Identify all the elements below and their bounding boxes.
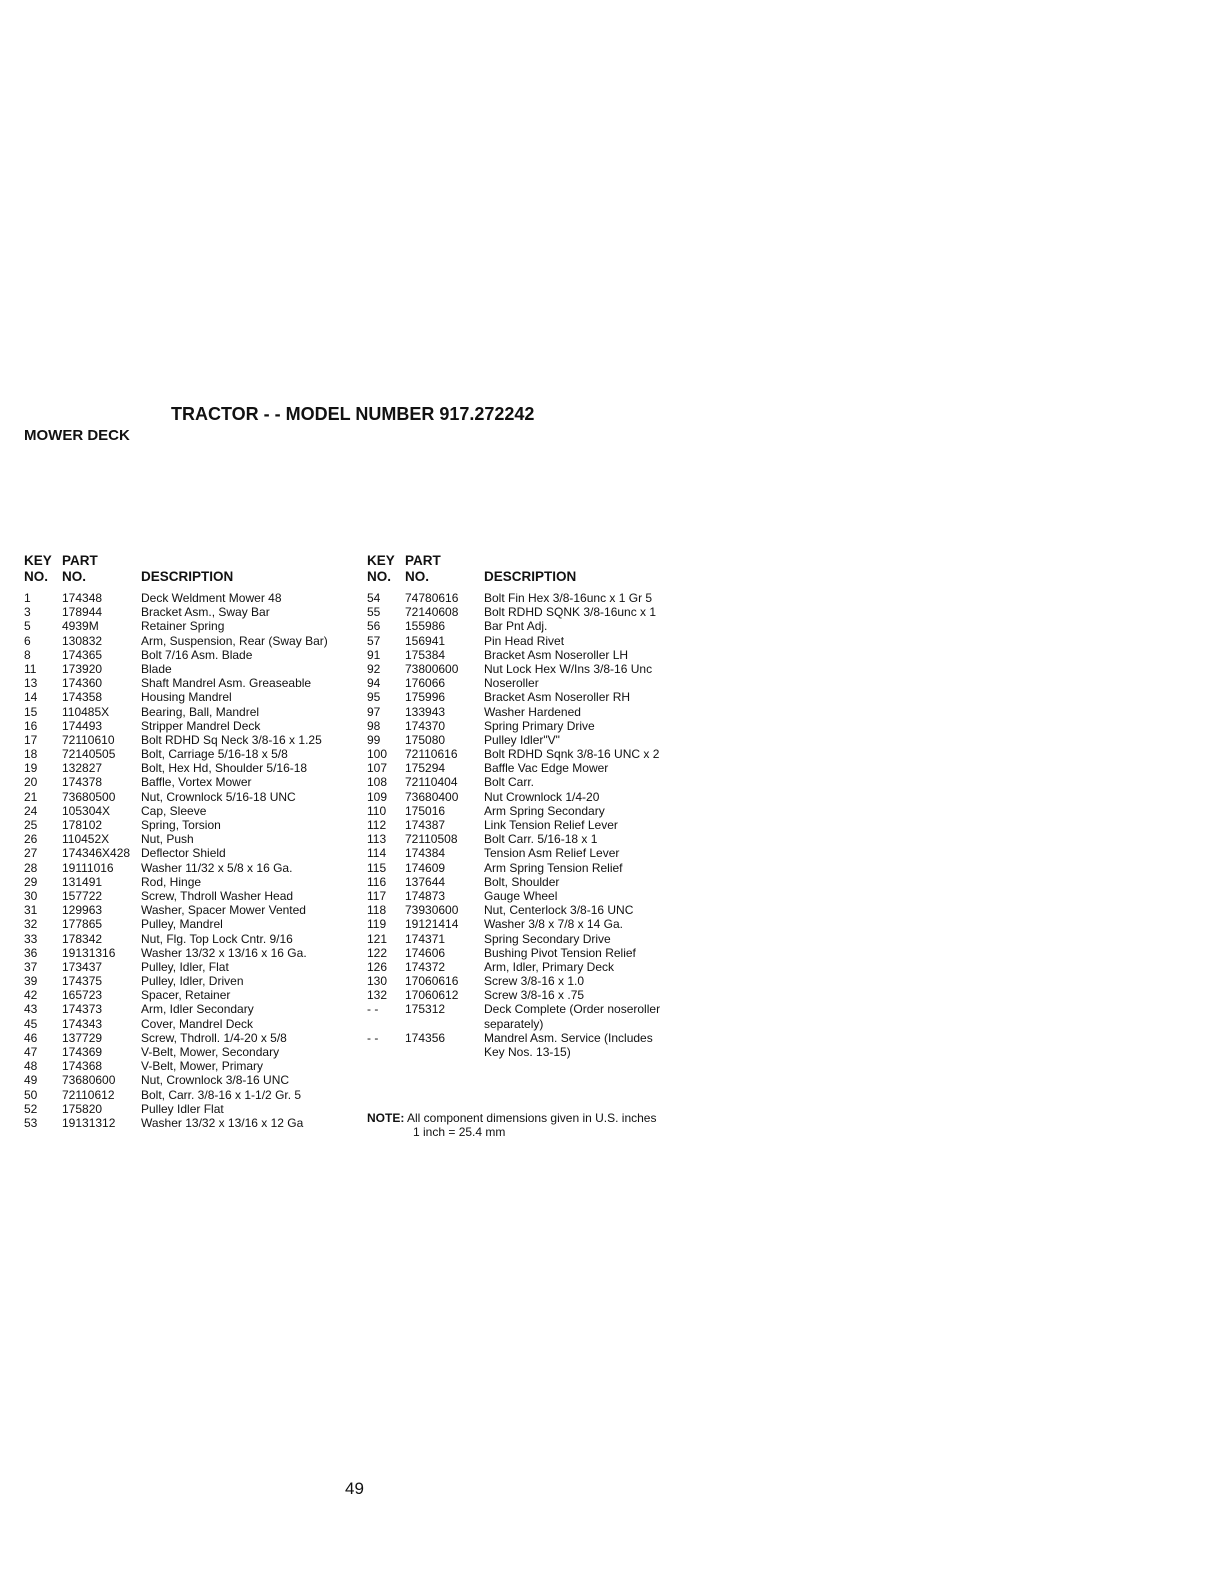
part-no: 175384 (405, 647, 446, 662)
key-no: 130 (367, 974, 388, 989)
part-description: Shaft Mandrel Asm. Greaseable (141, 676, 312, 691)
key-no: - - (367, 1030, 379, 1045)
key-no: 117 (367, 888, 387, 903)
part-description: Pulley Idler"V" (484, 732, 560, 747)
part-description: Pulley, Idler, Driven (141, 974, 244, 989)
part-description: Screw, Thdroll Washer Head (141, 888, 294, 903)
part-description: Screw 3/8-16 x .75 (484, 988, 585, 1003)
key-no: 100 (367, 747, 388, 762)
key-no: 18 (24, 747, 38, 762)
page-title: TRACTOR - - MODEL NUMBER 917.272242 (171, 404, 535, 424)
part-no: 175312 (405, 1002, 446, 1017)
part-no: 73680500 (62, 789, 116, 804)
part-no: 72110404 (405, 775, 458, 790)
key-no: 98 (367, 718, 381, 733)
part-description: Arm, Idler Secondary (141, 1002, 254, 1017)
part-description: Spring Secondary Drive (484, 931, 611, 946)
part-no: 73930600 (405, 903, 459, 918)
header-key-line2: NO. (24, 569, 49, 584)
part-description: Arm Spring Secondary (484, 803, 605, 818)
part-no: 175080 (405, 732, 446, 747)
key-no: 95 (367, 690, 381, 705)
part-description: V-Belt, Mower, Primary (141, 1059, 264, 1074)
note-label: NOTE: (367, 1111, 405, 1125)
part-description: Washer 13/32 x 13/16 x 12 Ga (141, 1115, 304, 1130)
part-description: Cover, Mandrel Deck (141, 1016, 254, 1031)
part-description: Noseroller (484, 676, 539, 691)
key-no: 17 (24, 732, 38, 747)
part-description: Key Nos. 13-15) (484, 1045, 571, 1059)
key-no: 3 (24, 605, 31, 620)
part-no: 19121414 (405, 917, 459, 932)
part-no: 174360 (62, 676, 103, 691)
key-no: 50 (24, 1087, 38, 1102)
key-no: 14 (24, 690, 38, 705)
part-description: Bolt RDHD Sq Neck 3/8-16 x 1.25 (141, 732, 322, 747)
part-no: 19131312 (62, 1115, 116, 1130)
part-no: 174606 (405, 945, 446, 960)
part-description: Deck Weldment Mower 48 (141, 591, 282, 605)
header-part-line2: NO. (62, 569, 87, 584)
part-description: Bolt, Shoulder (484, 874, 560, 889)
part-description: Pulley, Mandrel (141, 917, 223, 932)
part-no: 72110612 (62, 1087, 115, 1102)
part-no: 133943 (405, 704, 446, 719)
part-no: 174378 (62, 775, 103, 790)
header-key-line1: KEY (24, 553, 52, 568)
part-description: Stripper Mandrel Deck (141, 718, 261, 733)
key-no: 113 (367, 832, 387, 847)
part-description: Spacer, Retainer (141, 988, 231, 1003)
part-no: 19111016 (62, 860, 114, 875)
part-no: 175996 (405, 690, 446, 705)
part-description: Screw, Thdroll. 1/4-20 x 5/8 (141, 1030, 287, 1045)
key-no: 1 (24, 591, 31, 605)
header-key-line1: KEY (367, 553, 395, 568)
part-no: 72110610 (62, 732, 115, 747)
key-no: 32 (24, 917, 38, 932)
part-no: 174343 (62, 1016, 103, 1031)
part-no: 156941 (405, 633, 446, 648)
part-no: 155986 (405, 619, 446, 634)
part-no: 132827 (62, 761, 103, 776)
key-no: 118 (367, 903, 387, 918)
part-no: 173437 (62, 959, 103, 974)
key-no: 24 (24, 803, 38, 818)
part-no: 131491 (62, 874, 103, 889)
header-part-line1: PART (405, 553, 441, 568)
part-no: 137644 (405, 874, 446, 889)
key-no: 20 (24, 775, 38, 790)
key-no: 26 (24, 832, 38, 847)
part-description: Pin Head Rivet (484, 633, 565, 648)
part-description: Washer 3/8 x 7/8 x 14 Ga. (484, 917, 623, 932)
part-description: Bolt RDHD Sqnk 3/8-16 UNC x 2 (484, 747, 660, 762)
key-no: 45 (24, 1016, 38, 1031)
part-description: Bracket Asm Noseroller RH (484, 690, 631, 705)
part-no: 174358 (62, 690, 103, 705)
part-no: 73800600 (405, 661, 459, 676)
header-part-line2: NO. (405, 569, 430, 584)
key-no: 55 (367, 605, 381, 620)
key-no: 43 (24, 1002, 38, 1017)
key-no: 109 (367, 789, 388, 804)
part-description: Cap, Sleeve (141, 803, 207, 818)
key-no: 21 (24, 789, 38, 804)
key-no: 28 (24, 860, 38, 875)
key-no: 5 (24, 619, 31, 634)
key-no: - - (367, 1002, 379, 1017)
note-line1 (367, 1111, 656, 1125)
part-no: 165723 (62, 988, 103, 1003)
part-description: Bolt RDHD SQNK 3/8-16unc x 1 (484, 605, 657, 620)
part-description: Nut, Flg. Top Lock Cntr. 9/16 (141, 931, 293, 946)
key-no: 19 (24, 761, 38, 776)
key-no: 57 (367, 633, 381, 648)
part-description: Bolt Fin Hex 3/8-16unc x 1 Gr 5 (484, 591, 653, 605)
key-no: 132 (367, 988, 388, 1003)
part-no: 177865 (62, 917, 103, 932)
key-no: 15 (24, 704, 38, 719)
header-key-line2: NO. (367, 569, 392, 584)
part-no: 174371 (405, 931, 446, 946)
part-description: Deflector Shield (141, 846, 226, 861)
part-no: 174365 (62, 647, 103, 662)
key-no: 49 (24, 1073, 38, 1088)
part-description: Rod, Hinge (141, 874, 202, 889)
part-description: separately) (484, 1016, 544, 1031)
key-no: 112 (367, 818, 387, 832)
part-no: 174370 (405, 718, 446, 733)
key-no: 114 (367, 846, 387, 861)
part-no: 137729 (62, 1030, 103, 1045)
part-no: 72110508 (405, 832, 458, 847)
key-no: 30 (24, 888, 38, 903)
part-no: 74780616 (405, 591, 459, 605)
part-no: 178102 (62, 818, 103, 832)
key-no: 56 (367, 619, 381, 634)
key-no: 36 (24, 945, 38, 960)
key-no: 47 (24, 1045, 38, 1059)
part-description: Baffle Vac Edge Mower (484, 761, 609, 776)
part-no: 72110616 (405, 747, 458, 762)
part-no: 178342 (62, 931, 103, 946)
part-no: 174373 (62, 1002, 103, 1017)
key-no: 13 (24, 676, 38, 691)
part-no: 4939M (62, 619, 99, 634)
part-no: 175294 (405, 761, 446, 776)
key-no: 97 (367, 704, 381, 719)
part-description: Bolt Carr. (484, 775, 535, 790)
part-no: 174368 (62, 1059, 103, 1074)
note-text: All component dimensions given in U.S. inches (407, 1111, 657, 1125)
part-description: Bar Pnt Adj. (484, 619, 548, 634)
part-no: 17060612 (405, 988, 459, 1003)
dimensions-note (367, 1111, 656, 1139)
part-description: Bolt 7/16 Asm. Blade (141, 647, 253, 662)
part-description: Spring, Torsion (141, 818, 221, 832)
part-description: Blade (141, 661, 172, 676)
part-no: 174375 (62, 974, 103, 989)
key-no: 48 (24, 1059, 38, 1074)
part-description: Washer Hardened (484, 704, 581, 719)
part-no: 174356 (405, 1030, 446, 1045)
part-description: Bolt, Carriage 5/16-18 x 5/8 (141, 747, 288, 762)
key-no: 91 (367, 647, 381, 662)
section-title: MOWER DECK (24, 427, 130, 444)
part-description: Bolt, Hex Hd, Shoulder 5/16-18 (141, 761, 308, 776)
key-no: 99 (367, 732, 381, 747)
key-no: 6 (24, 633, 31, 648)
part-no: 72140505 (62, 747, 116, 762)
key-no: 116 (367, 874, 387, 889)
key-no: 37 (24, 959, 38, 974)
part-no: 129963 (62, 903, 103, 918)
part-no: 110452X (62, 832, 110, 847)
part-description: Arm, Suspension, Rear (Sway Bar) (141, 633, 328, 648)
part-no: 174609 (405, 860, 446, 875)
part-no: 17060616 (405, 974, 459, 989)
key-no: 126 (367, 959, 388, 974)
part-no: 176066 (405, 676, 446, 691)
key-no: 16 (24, 718, 38, 733)
part-no: 105304X (62, 803, 111, 818)
part-description: Deck Complete (Order noseroller (484, 1002, 661, 1017)
key-no: 27 (24, 846, 38, 861)
part-description: Washer 11/32 x 5/8 x 16 Ga. (141, 860, 293, 875)
part-description: Nut, Push (141, 832, 194, 847)
part-no: 175016 (405, 803, 446, 818)
part-description: V-Belt, Mower, Secondary (141, 1045, 280, 1059)
key-no: 33 (24, 931, 38, 946)
key-no: 115 (367, 860, 387, 875)
page-number: 49 (345, 1479, 364, 1498)
key-no: 119 (367, 917, 387, 932)
key-no: 39 (24, 974, 38, 989)
key-no: 54 (367, 591, 381, 605)
key-no: 108 (367, 775, 388, 790)
part-no: 130832 (62, 633, 103, 648)
part-description: Bolt, Carr. 3/8-16 x 1-1/2 Gr. 5 (141, 1087, 302, 1102)
part-description: Nut, Crownlock 5/16-18 UNC (141, 789, 296, 804)
key-no: 110 (367, 803, 387, 818)
part-description: Nut, Centerlock 3/8-16 UNC (484, 903, 634, 918)
part-description: Mandrel Asm. Service (Includes (484, 1030, 653, 1045)
header-description: DESCRIPTION (141, 569, 234, 584)
key-no: 11 (24, 661, 37, 676)
part-description: Baffle, Vortex Mower (141, 775, 252, 790)
key-no: 29 (24, 874, 38, 889)
part-no: 157722 (62, 888, 103, 903)
part-description: Arm Spring Tension Relief (484, 860, 623, 875)
part-no: 178944 (62, 605, 103, 620)
part-description: Spring Primary Drive (484, 718, 595, 733)
part-description: Arm, Idler, Primary Deck (484, 959, 615, 974)
part-no: 174384 (405, 846, 446, 861)
key-no: 121 (367, 931, 388, 946)
part-description: Housing Mandrel (141, 690, 232, 705)
part-no: 174369 (62, 1045, 103, 1059)
part-description: Bracket Asm Noseroller LH (484, 647, 629, 662)
part-no: 175820 (62, 1101, 103, 1116)
key-no: 42 (24, 988, 38, 1003)
part-description: Pulley, Idler, Flat (141, 959, 229, 974)
part-description: Gauge Wheel (484, 888, 558, 903)
part-no: 173920 (62, 661, 103, 676)
part-description: Bolt Carr. 5/16-18 x 1 (484, 832, 598, 847)
key-no: 122 (367, 945, 388, 960)
part-description: Nut, Crownlock 3/8-16 UNC (141, 1073, 290, 1088)
part-no: 174348 (62, 591, 103, 605)
key-no: 8 (24, 647, 31, 662)
part-description: Washer 13/32 x 13/16 x 16 Ga. (141, 945, 307, 960)
part-description: Nut Crownlock 1/4-20 (484, 789, 600, 804)
part-description: Retainer Spring (141, 619, 225, 634)
key-no: 92 (367, 661, 381, 676)
key-no: 52 (24, 1101, 38, 1116)
key-no: 94 (367, 676, 381, 691)
part-no: 174873 (405, 888, 446, 903)
header-part-line1: PART (62, 553, 98, 568)
key-no: 107 (367, 761, 388, 776)
part-no: 72140608 (405, 605, 459, 620)
part-description: Bearing, Ball, Mandrel (141, 704, 260, 719)
part-no: 174493 (62, 718, 103, 733)
key-no: 46 (24, 1030, 38, 1045)
part-description: Pulley Idler Flat (141, 1101, 224, 1116)
part-no: 73680400 (405, 789, 459, 804)
part-no: 174346X428 (62, 846, 131, 861)
note-conversion: 1 inch = 25.4 mm (413, 1125, 506, 1139)
part-description: Bushing Pivot Tension Relief (484, 945, 636, 960)
part-description: Link Tension Relief Lever (484, 818, 618, 832)
part-no: 19131316 (62, 945, 116, 960)
key-no: 53 (24, 1115, 38, 1130)
key-no: 25 (24, 818, 38, 832)
part-description: Nut Lock Hex W/Ins 3/8-16 Unc (484, 661, 653, 676)
part-description: Washer, Spacer Mower Vented (141, 903, 306, 918)
part-no: 73680600 (62, 1073, 116, 1088)
part-description: Bracket Asm., Sway Bar (141, 605, 270, 620)
part-description: Tension Asm Relief Lever (484, 846, 620, 861)
part-no: 174372 (405, 959, 446, 974)
header-description: DESCRIPTION (484, 569, 577, 584)
key-no: 31 (24, 903, 38, 918)
part-no: 110485X (62, 704, 110, 719)
part-description: Screw 3/8-16 x 1.0 (484, 974, 585, 989)
part-no: 174387 (405, 818, 446, 832)
